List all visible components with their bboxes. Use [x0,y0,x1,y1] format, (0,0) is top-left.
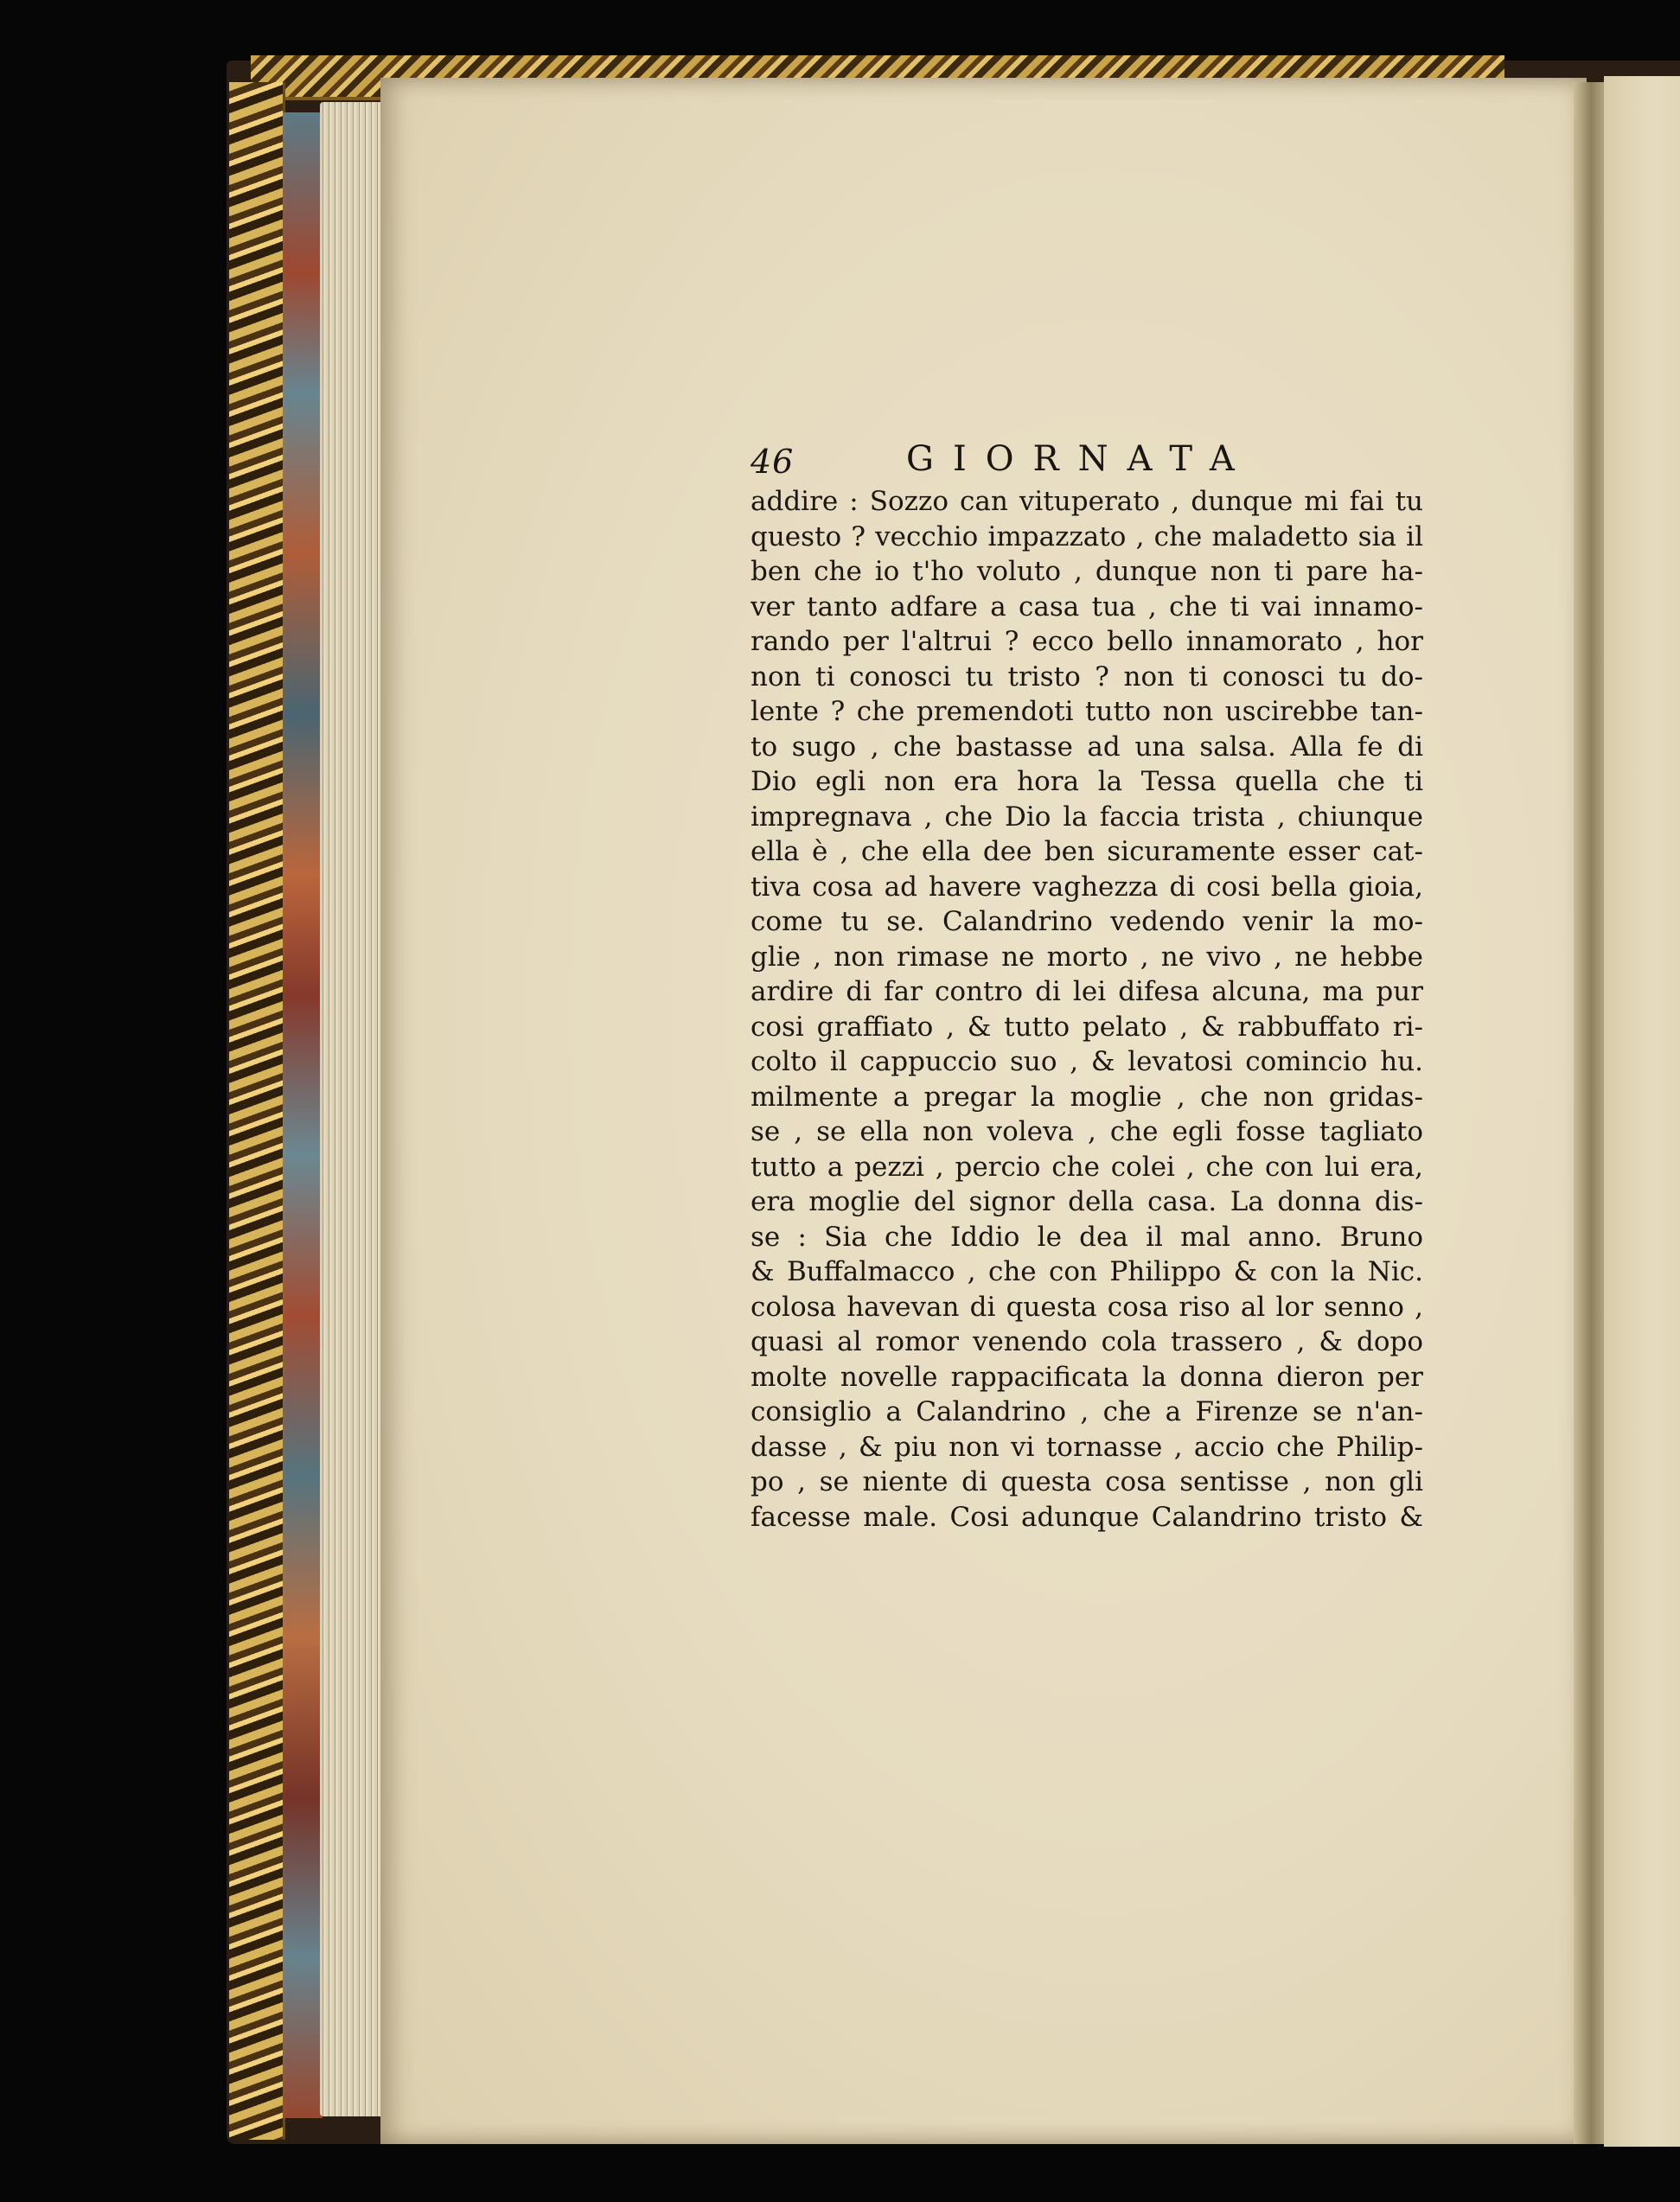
page-gutter [1574,82,1608,2144]
text-line: addire : Sozzo can vituperato , dunque mi fai tu [751,486,1423,517]
text-line: tiva cosa ad havere vaghezza di cosi bella gioia, [751,871,1423,903]
text-line: colosa havevan di questa cosa riso al lor senno , [751,1291,1423,1323]
text-line: colto il cappuccio suo , & levatosi comincio hu. [751,1046,1423,1077]
page-number: 46 [751,443,795,481]
text-line: se : Sia che Iddio le dea il mal anno. Bruno [751,1221,1423,1253]
text-line: impregnava , che Dio la faccia trista , chiunque [751,801,1423,833]
marbled-endpaper [283,112,323,2118]
text-line: cosi graffiato , & tutto pelato , & rabbuffato ri- [751,1011,1423,1043]
text-line: po , se niente di questa cosa sentisse , non gli [751,1466,1423,1497]
facing-page-edge [1604,76,1680,2147]
text-line: come tu se. Calandrino vedendo venir la mo- [751,906,1423,937]
text-line: ella è , che ella dee ben sicuramente esser cat- [751,836,1423,867]
text-line: tutto a pezzi , percio che colei , che con lui era, [751,1151,1423,1183]
page-header [751,439,1399,491]
text-line: se , se ella non voleva , che egli fosse tagliato [751,1116,1423,1147]
text-line: consiglio a Calandrino , che a Firenze se n'an- [751,1396,1423,1427]
text-line: & Buffalmacco , che con Philippo & con la Nic. [751,1256,1423,1287]
text-line: ben che io t'ho voluto , dunque non ti pare ha- [751,556,1423,587]
text-line: milmente a pregar la moglie , che non gridas- [751,1081,1423,1113]
text-line: facesse male. Cosi adunque Calandrino tristo & [751,1501,1423,1533]
text-line: questo ? vecchio impazzato , che maladetto sia il [751,520,1423,552]
text-line: lente ? che premendoti tutto non uscirebbe tan- [751,696,1423,727]
running-head: GIORNATA [906,439,1254,479]
text-line: Dio egli non era hora la Tessa quella che ti [751,766,1423,797]
text-line: glie , non rimase ne morto , ne vivo , ne hebbe [751,941,1423,973]
text-line: rando per l'altrui ? ecco bello innamorato , hor [751,626,1423,657]
text-line: dasse , & piu non vi tornasse , accio che Philip- [751,1431,1423,1463]
body-text [751,484,1423,1535]
text-line: quasi al romor venendo cola trassero , & dopo [751,1326,1423,1357]
gilt-border-spine [229,82,285,2140]
text-line: era moglie del signor della casa. La donna dis- [751,1186,1423,1217]
text-line: to sugo , che bastasse ad una salsa. Alla fe di [751,731,1423,763]
text-line: ardire di far contro di lei difesa alcuna, ma pur [751,976,1423,1007]
text-line: ver tanto adfare a casa tua , che ti vai innamo- [751,590,1423,622]
text-line: non ti conosci tu tristo ? non ti conosci tu do- [751,661,1423,693]
text-line: molte novelle rappacificata la donna dieron per [751,1361,1423,1393]
